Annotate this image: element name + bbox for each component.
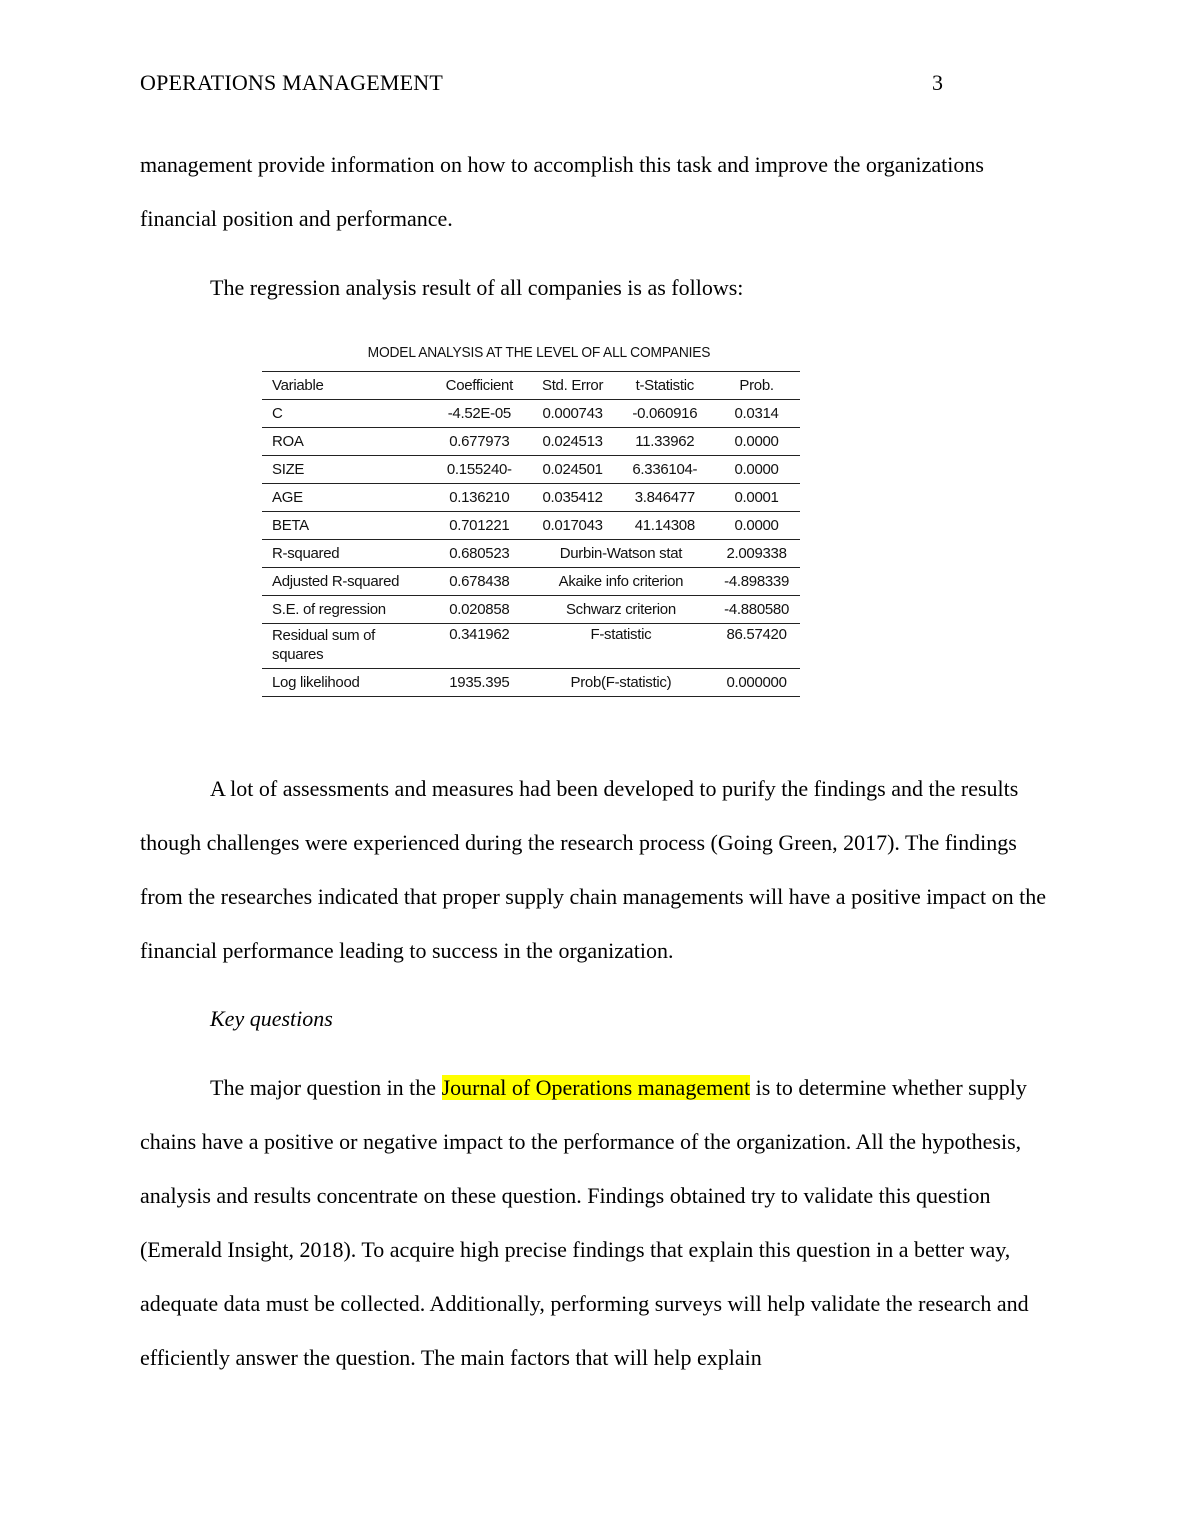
stat-label: S.E. of regression [262,596,430,624]
stat-value-right: 86.57420 [713,624,800,669]
table-row [262,512,800,540]
regression-table [262,371,800,697]
stats-row [262,540,800,568]
paragraph-continuation: management provide information on how to accomplish this task and improve the organizations financial position and performance. [140,152,984,231]
paragraph-table-intro: The regression analysis result of all companies is as follows: [210,275,744,300]
stats-row [262,596,800,624]
cell-std-error: 0.024513 [529,428,617,456]
stat-value: 0.680523 [430,540,529,568]
stat-label-right: Durbin-Watson stat [529,540,713,568]
cell-coefficient: 0.677973 [430,428,529,456]
stat-label: Adjusted R-squared [262,568,430,596]
cell-variable: C [262,400,430,428]
stat-value: 0.020858 [430,596,529,624]
stat-value-right: -4.880580 [713,596,800,624]
stats-row [262,568,800,596]
paragraph-text-end: is to determine whether supply chains have a positive or negative impact to the performance of the organization. All the hypothesis, analysis and results concentrate on these question. Findings obtained try to validate this question (Emerald Insight, 2018). To acquire high precise findings that explain this question in a better way, adequate data must be collected. Additionally, performing surveys will help validate the research and efficiently answer the question. The main factors that will help explain [140,1075,1029,1370]
stat-label: R-squared [262,540,430,568]
cell-t-statistic: 41.14308 [616,512,713,540]
stat-label-right: F-statistic [529,624,713,669]
stat-value-right: 2.009338 [713,540,800,568]
cell-std-error: 0.017043 [529,512,617,540]
stats-row [262,669,800,697]
cell-std-error: 0.035412 [529,484,617,512]
cell-std-error: 0.024501 [529,456,617,484]
cell-variable: BETA [262,512,430,540]
stat-value: 0.341962 [430,624,529,669]
cell-prob: 0.0000 [713,512,800,540]
cell-variable: SIZE [262,456,430,484]
cell-prob: 0.0000 [713,428,800,456]
highlighted-journal-title: Journal of Operations management [441,1075,751,1100]
paragraph-assessments [140,762,1050,978]
stat-value: 0.678438 [430,568,529,596]
header-cell-coefficient: Coefficient [430,372,529,400]
stat-label: Residual sum of squares [262,624,430,669]
paragraph-text-start: The major question in the [210,1075,442,1100]
stats-row [262,624,800,669]
header-cell-std-error: Std. Error [529,372,617,400]
cell-coefficient: 0.701221 [430,512,529,540]
stat-label-right: Akaike info criterion [529,568,713,596]
cell-variable: ROA [262,428,430,456]
cell-t-statistic: -0.060916 [616,400,713,428]
cell-coefficient: 0.155240- [430,456,529,484]
paragraph-text: A lot of assessments and measures had been developed to purify the findings and the results though challenges were experienced during the research process (Going Green, 2017). The findings from the researches indicated that proper supply chain managements will have a positive impact on the financial performance leading to success in the organization. [140,776,1046,963]
cell-variable: AGE [262,484,430,512]
cell-t-statistic: 6.336104- [616,456,713,484]
stat-value: 1935.395 [430,669,529,697]
cell-coefficient: -4.52E-05 [430,400,529,428]
table-row [262,456,800,484]
stat-label-right: Schwarz criterion [529,596,713,624]
cell-prob: 0.0000 [713,456,800,484]
page-number: 3 [932,70,943,95]
stat-label: Log likelihood [262,669,430,697]
cell-coefficient: 0.136210 [430,484,529,512]
stat-value-right: -4.898339 [713,568,800,596]
cell-t-statistic: 3.846477 [616,484,713,512]
section-heading-key-questions: Key questions [210,1006,333,1031]
cell-prob: 0.0314 [713,400,800,428]
table-row [262,400,800,428]
table-header-row [262,372,800,400]
stat-label-right: Prob(F-statistic) [529,669,713,697]
regression-table-figure [262,340,802,697]
header-cell-t-statistic: t-Statistic [616,372,713,400]
header-cell-variable: Variable [262,372,430,400]
table-row [262,428,800,456]
table-title: MODEL ANALYSIS AT THE LEVEL OF ALL COMPANIES [367,344,711,361]
cell-prob: 0.0001 [713,484,800,512]
table-row [262,484,800,512]
stat-value-right: 0.000000 [713,669,800,697]
cell-t-statistic: 11.33962 [616,428,713,456]
header-cell-prob: Prob. [713,372,800,400]
cell-std-error: 0.000743 [529,400,617,428]
running-header: OPERATIONS MANAGEMENT [140,70,444,95]
paragraph-major-question [140,1061,1050,1385]
